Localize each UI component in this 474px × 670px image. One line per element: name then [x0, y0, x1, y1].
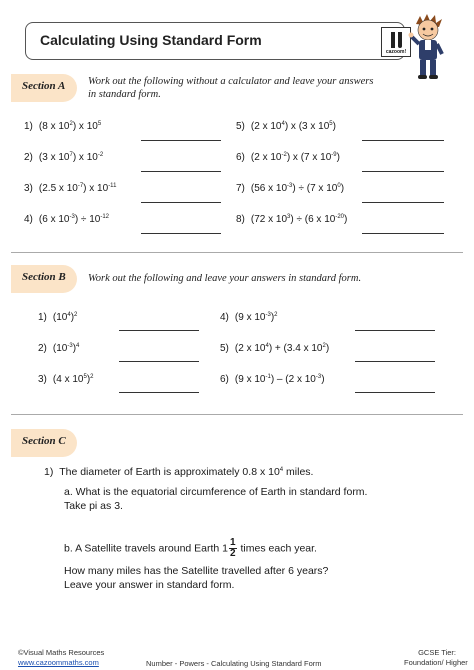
question-a7: 7) (56 x $10^{-3}) \div (7$ x $10^0$) — [236, 183, 345, 194]
question-a5: 5) (2 x $10^4$) x (3 x $10^5$) — [236, 121, 336, 132]
title-box — [25, 22, 405, 60]
website-link[interactable]: www.cazoommaths.com — [18, 658, 99, 667]
section-a-label: Section A — [22, 80, 66, 92]
footer-copyright: ©Visual Maths Resources www.cazoommaths.com — [18, 648, 105, 667]
section-b-label: Section B — [22, 271, 66, 283]
answer-line[interactable] — [119, 361, 199, 362]
answer-line[interactable] — [362, 202, 444, 203]
section-c-tab — [11, 429, 77, 457]
question-a6: 6) (2 x $10^{-2}$) x (7 x $10^{-9}$) — [236, 152, 340, 163]
question-b4: 4) (9 x $10^{-3})^2$ — [220, 312, 278, 323]
section-b-tab — [11, 265, 77, 293]
answer-line[interactable] — [141, 171, 221, 172]
section-c-label: Section C — [22, 435, 66, 447]
section-divider — [11, 252, 463, 253]
logo-bar — [391, 32, 395, 48]
answer-line[interactable] — [362, 171, 444, 172]
question-c1b: b. A Satellite travels around Earth 1 $\frac{1}{2}$ times each year. — [64, 537, 317, 559]
instruction-line: in standard form. — [88, 89, 161, 100]
question-a4: 4) (6 x $10^{-3}) \div 10^{-12}$ — [24, 214, 109, 225]
question-a2: 2) (3 x $10^7$) x $10^{-2}$ — [24, 152, 104, 163]
question-c1b-detail: How many miles has the Satellite travelled after 6 years? Leave your answer in standard form. — [64, 565, 329, 591]
section-divider — [11, 414, 463, 415]
cazoom-logo — [381, 27, 411, 57]
question-b5: 5) (2 x $10^4) + (3.4$ x $10^2$) — [220, 343, 330, 354]
question-a1: 1) (8 x $10^2$) x $10^5$ — [24, 121, 102, 132]
question-b1: 1) $(10^4)^2$ — [38, 312, 78, 323]
question-b2: 2) $(10^{-3})^4$ — [38, 343, 80, 354]
section-b-instruction: Work out the following and leave your answers in standard form. — [88, 273, 362, 284]
answer-line[interactable] — [119, 330, 199, 331]
question-c1a: a. What is the equatorial circumference of Earth in standard form. Take pi as 3. — [64, 486, 368, 512]
question-c1: 1) The diameter of Earth is approximately 0.8 x $10^4$ miles. — [44, 466, 314, 478]
answer-line[interactable] — [362, 233, 444, 234]
section-a-instruction — [88, 75, 373, 101]
mascot-boy-icon — [408, 14, 448, 80]
footer-tier: GCSE Tier: Foundation/ Higher — [404, 648, 468, 667]
page-title: Calculating Using Standard Form — [40, 32, 262, 48]
footer-title: Number - Powers - Calculating Using Standard Form — [146, 659, 322, 668]
question-b6: 6) (9 x $10^{-1}) - (2$ x $10^{-3}$) — [220, 374, 325, 385]
answer-line[interactable] — [355, 392, 435, 393]
question-b3: 3) (4 x $10^5)^2$ — [38, 374, 94, 385]
instruction-line: Work out the following without a calculator and leave your answers — [88, 76, 374, 87]
question-a3: 3) (2.5 x $10^{-7}$) x $10^{-11}$ — [24, 183, 117, 194]
answer-line[interactable] — [362, 140, 444, 141]
answer-line[interactable] — [141, 140, 221, 141]
answer-line[interactable] — [141, 202, 221, 203]
answer-line[interactable] — [355, 330, 435, 331]
logo-bar — [398, 32, 402, 48]
section-a-tab — [11, 74, 77, 102]
fraction: $\frac{1}{2}$ — [230, 537, 236, 559]
logo-text: cazoom! — [385, 49, 407, 55]
answer-line[interactable] — [141, 233, 221, 234]
answer-line[interactable] — [355, 361, 435, 362]
answer-line[interactable] — [119, 392, 199, 393]
question-a8: 8) (72 x $10^3) \div (6$ x $10^{-20}$) — [236, 214, 348, 225]
